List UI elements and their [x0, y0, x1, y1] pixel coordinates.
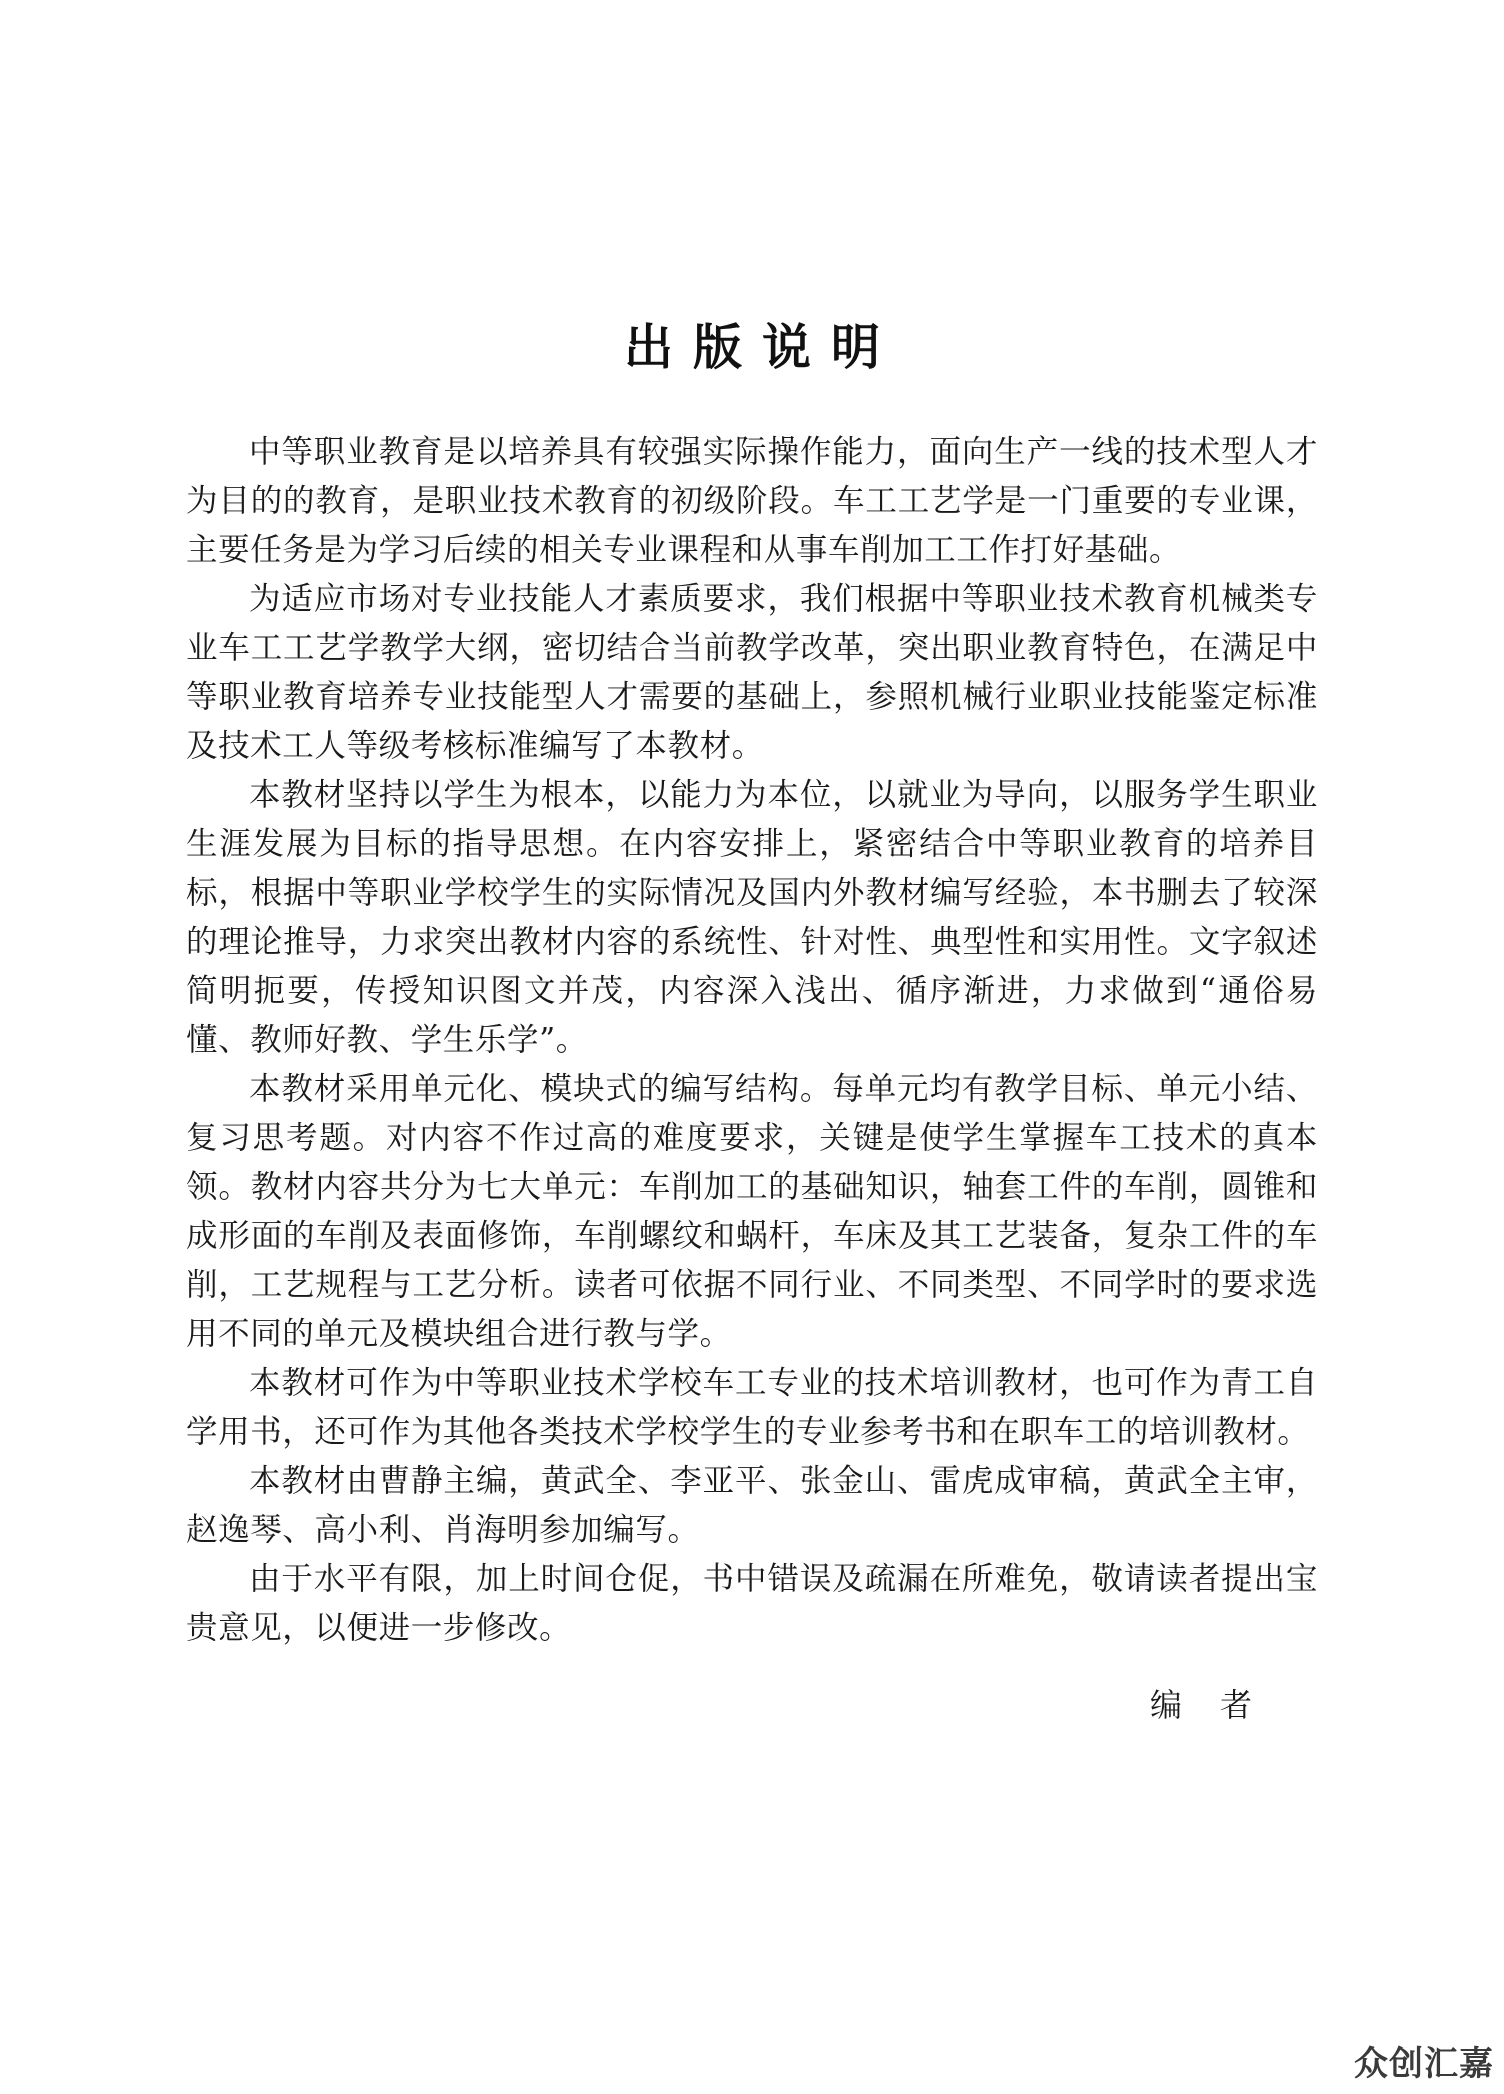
- paragraph-2: 为适应市场对专业技能人才素质要求，我们根据中等职业技术教育机械类专业车工工艺学教学大纲，密切结合当前教学改革，突出职业教育特色，在满足中等职业教育培养专业技能型人才需要的基础上，参照机械行业职业技能鉴定标准及技术工人等级考核标准编写了本教材。: [186, 581, 1318, 764]
- paragraph-1: 中等职业教育是以培养具有较强实际操作能力，面向生产一线的技术型人才为目的的教育，是职业技术教育的初级阶段。车工工艺学是一门重要的专业课，主要任务是为学习后续的相关专业课程和从事车削加工工作打好基础。: [186, 434, 1318, 568]
- document-body: [186, 428, 1318, 1653]
- paragraph-3: 本教材坚持以学生为根本，以能力为本位，以就业为导向，以服务学生职业生涯发展为目标的指导思想。在内容安排上，紧密结合中等职业教育的培养目标，根据中等职业学校学生的实际情况及国内外教材编写经验，本书删去了较深的理论推导，力求突出教材内容的系统性、针对性、典型性和实用性。文字叙述简明扼要，传授知识图文并茂，内容深入浅出、循序渐进，力求做到“通俗易懂、教师好教、学生乐学”。: [186, 777, 1318, 1058]
- paragraph-4: 本教材采用单元化、模块式的编写结构。每单元均有教学目标、单元小结、复习思考题。对内容不作过高的难度要求，关键是使学生掌握车工技术的真本领。教材内容共分为七大单元：车削加工的基础知识，轴套工件的车削，圆锥和成形面的车削及表面修饰，车削螺纹和蜗杆，车床及其工艺装备，复杂工件的车削，工艺规程与工艺分析。读者可依据不同行业、不同类型、不同学时的要求选用不同的单元及模块组合进行教与学。: [186, 1071, 1318, 1352]
- paragraph-6: 本教材由曹静主编，黄武全、李亚平、张金山、雷虎成审稿，黄武全主审，赵逸琴、高小利、肖海明参加编写。: [186, 1463, 1318, 1548]
- paragraph-7: 由于水平有限，加上时间仓促，书中错误及疏漏在所难免，敬请读者提出宝贵意见，以便进一步修改。: [186, 1561, 1318, 1646]
- watermark: 众创汇嘉: [1354, 2044, 1494, 2084]
- signature: 编者: [1150, 1686, 1291, 1724]
- page-title: 出版说明: [623, 319, 900, 376]
- paragraph-5: 本教材可作为中等职业技术学校车工专业的技术培训教材，也可作为青工自学用书，还可作为其他各类技术学校学生的专业参考书和在职车工的培训教材。: [186, 1365, 1318, 1450]
